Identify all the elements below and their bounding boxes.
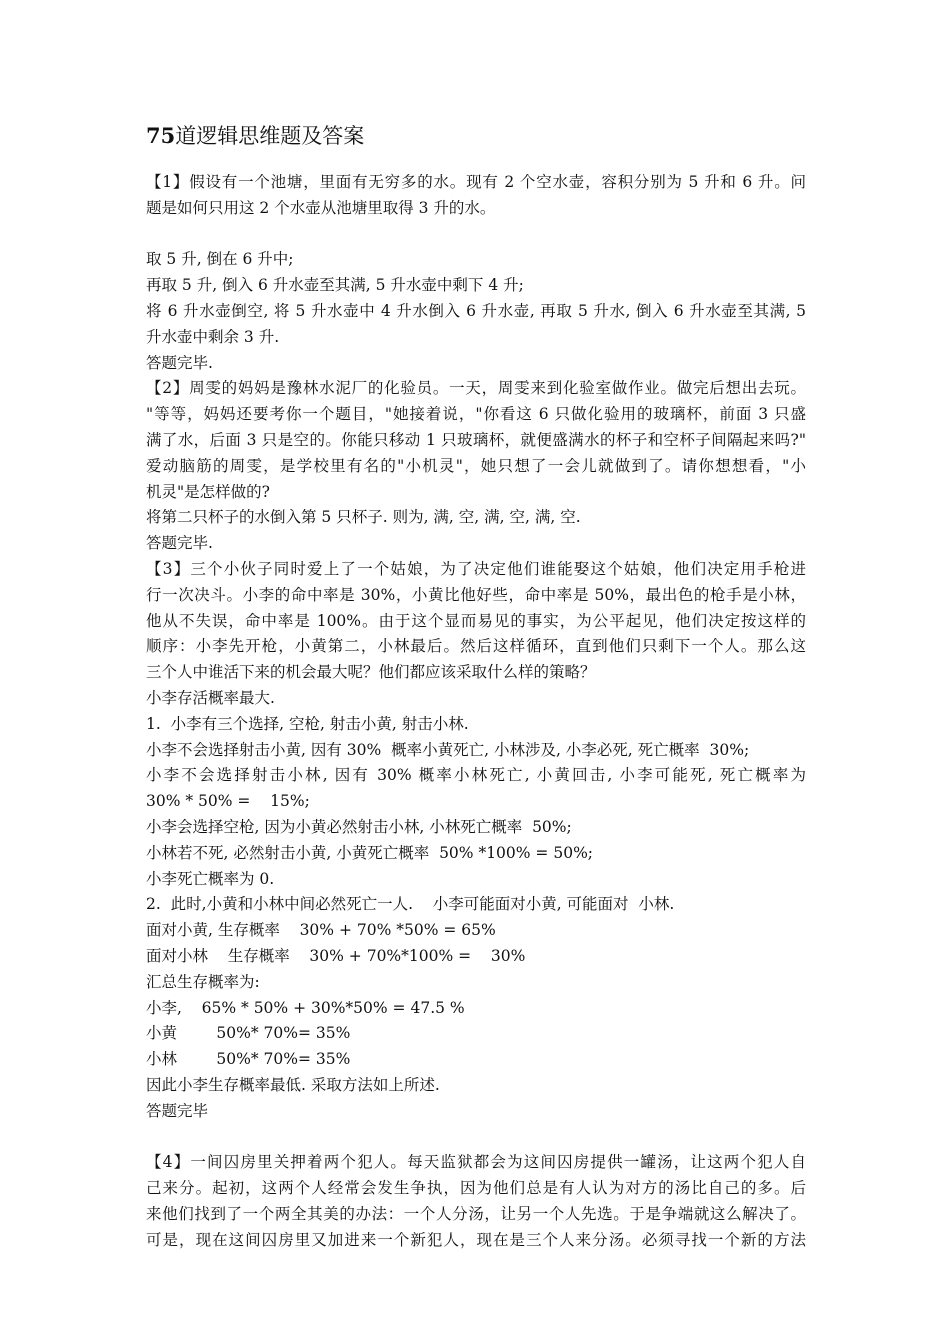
answer-3-line: 小李死亡概率为 0.	[146, 869, 275, 888]
answer-3-line: 汇总生存概率为:	[146, 972, 260, 991]
answer-3-line: 小李会选择空枪, 因为小黄必然射击小林, 小林死亡概率 50%;	[146, 817, 572, 836]
answer-2-line: 将第二只杯子的水倒入第 5 只杯子. 则为, 满, 空, 满, 空, 满, 空.	[146, 508, 581, 527]
answer-1-line: 升水壶中剩余 3 升.	[146, 327, 280, 346]
question-1-line: 题是如何只用这 2 个水壶从池塘里取得 3 升的水。	[146, 198, 496, 217]
question-2-line: 【2】周雯的妈妈是豫林水泥厂的化验员。一天，周雯来到化验室做作业。做完后想出去玩。	[146, 379, 806, 398]
answer-2-line: 答题完毕.	[146, 534, 213, 553]
question-4-line: 来他们找到了一个两全其美的办法：一个人分汤，让另一个人先选。于是争端就这么解决了。	[146, 1204, 806, 1223]
answer-3-line: 小李不会选择射击小黄, 因有 30% 概率小黄死亡, 小林涉及, 小李必死, 死亡概率 30%;	[146, 740, 750, 759]
answer-3-line: 面对小黄, 生存概率 30% + 70% *50% = 65%	[146, 921, 496, 940]
question-1-line: 【1】假设有一个池塘，里面有无穷多的水。现有 2 个空水壶，容积分别为 5 升和 6 升。问	[146, 173, 806, 191]
answer-1	[146, 247, 806, 376]
answer-3-line: 小黄 50%* 70%= 35%	[146, 1024, 351, 1043]
question-4-line: 【4】一间囚房里关押着两个犯人。每天监狱都会为这间囚房提供一罐汤，让这两个犯人自	[146, 1153, 806, 1172]
question-2-line: 机灵"是怎样做的?	[146, 482, 270, 501]
answer-3-line: 2. 此时,小黄和小林中间必然死亡一人. 小李可能面对小黄, 可能面对 小林.	[146, 895, 675, 914]
question-2-line: 满了水，后面 3 只是空的。你能只移动 1 只玻璃杯，就便盛满水的杯子和空杯子间隔起来吗?"	[146, 430, 806, 449]
answer-3	[146, 686, 806, 1125]
title-text: 道逻辑思维题及答案	[175, 124, 365, 148]
question-4	[146, 1150, 806, 1253]
question-2	[146, 376, 806, 505]
question-2-line: 爱动脑筋的周雯，是学校里有名的"小机灵"，她只想了一会儿就做到了。请你想想看，"小	[146, 456, 806, 475]
question-3-line: 顺序：小李先开枪，小黄第二，小林最后。然后这样循环，直到他们只剩下一个人。那么这	[146, 637, 806, 656]
question-3	[146, 557, 806, 686]
answer-1-line: 答题完毕.	[146, 353, 213, 372]
question-2-line: "等等，妈妈还要考你一个题目，"她接着说，"你看这 6 只做化验用的玻璃杯，前面 3 只盛	[146, 405, 806, 424]
question-4-line: 己来分。起初，这两个人经常会发生争执，因为他们总是有人认为对方的汤比自己的多。后	[146, 1179, 806, 1198]
answer-3-line: 1. 小李有三个选择, 空枪, 射击小黄, 射击小林.	[146, 714, 469, 733]
answer-3-line: 面对小林 生存概率 30% + 70%*100% = 30%	[146, 946, 526, 965]
answer-3-line: 因此小李生存概率最低. 采取方法如上所述.	[146, 1075, 440, 1094]
question-3-line: 他从不失误，命中率是 100%。由于这个显而易见的事实，为公平起见，他们决定按这样的	[146, 611, 806, 630]
answer-1-line: 再取 5 升, 倒入 6 升水壶至其满, 5 升水壶中剩下 4 升;	[146, 276, 524, 295]
answer-3-line: 30% * 50% = 15%;	[146, 792, 310, 811]
document-page	[146, 122, 806, 1253]
answer-3-line: 小林若不死, 必然射击小黄, 小黄死亡概率 50% *100% = 50%;	[146, 843, 594, 862]
answer-3-line: 小李不会选择射击小林, 因有 30% 概率小林死亡, 小黄回击, 小李可能死, 死亡概率为	[146, 766, 806, 785]
question-3-line: 行一次决斗。小李的命中率是 30%，小黄比他好些，命中率是 50%，最出色的枪手是小林，	[146, 585, 806, 604]
question-1	[146, 170, 806, 222]
answer-1-line: 将 6 升水壶倒空, 将 5 升水壶中 4 升水倒入 6 升水壶, 再取 5 升水, 倒入 6 升水壶至其满, 5	[146, 301, 806, 320]
question-4-line: 可是，现在这间囚房里又加进来一个新犯人，现在是三个人来分汤。必须寻找一个新的方法	[146, 1230, 806, 1249]
document-title	[146, 122, 806, 150]
answer-2	[146, 505, 806, 557]
answer-1-line: 取 5 升, 倒在 6 升中;	[146, 250, 294, 269]
answer-3-line: 小李存活概率最大.	[146, 688, 275, 707]
answer-3-line: 小林 50%* 70%= 35%	[146, 1050, 351, 1069]
question-3-line: 【3】三个小伙子同时爱上了一个姑娘，为了决定他们谁能娶这个姑娘，他们决定用手枪进	[146, 559, 806, 578]
answer-3-line: 答题完毕	[146, 1101, 209, 1120]
answer-3-line: 小李, 65% * 50% + 30%*50% = 47.5 %	[146, 998, 465, 1017]
question-3-line: 三个人中谁活下来的机会最大呢？他们都应该采取什么样的策略？	[146, 663, 596, 682]
title-number: 75	[146, 123, 176, 148]
